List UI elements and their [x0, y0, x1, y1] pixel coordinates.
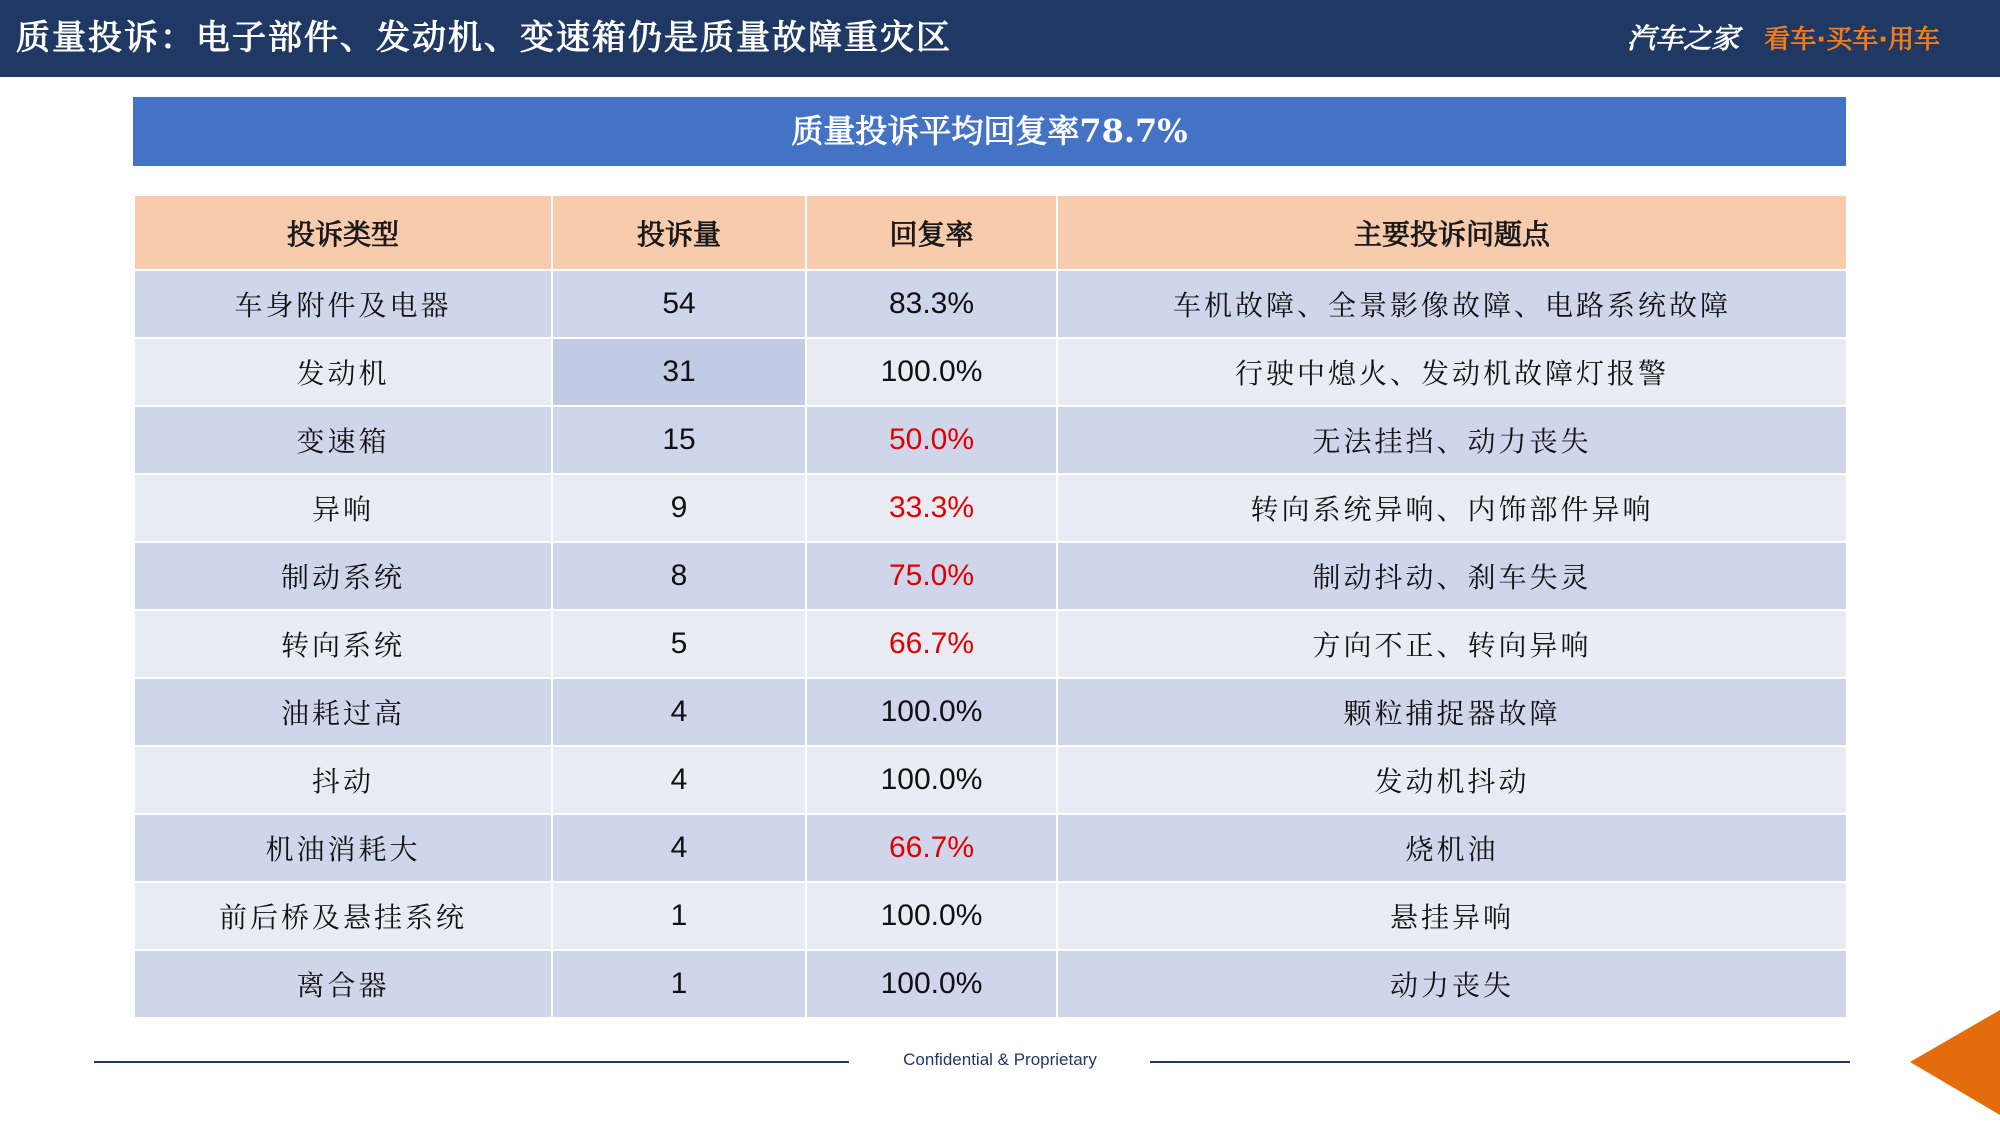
cell-complaint-type: 转向系统: [134, 610, 552, 678]
complaints-table-container: [133, 194, 1846, 1019]
brand-name: 汽车之家: [1627, 22, 1740, 55]
cell-reply-rate: 66.7%: [806, 814, 1057, 882]
cell-reply-rate: 50.0%: [806, 406, 1057, 474]
page-title: 质量投诉：电子部件、发动机、变速箱仍是质量故障重灾区: [16, 18, 952, 58]
cell-reply-rate: 83.3%: [806, 270, 1057, 338]
header-bar: [0, 0, 2000, 77]
table-row: [134, 746, 1847, 814]
cell-complaint-type: 油耗过高: [134, 678, 552, 746]
cell-complaint-type: 机油消耗大: [134, 814, 552, 882]
cell-complaint-count: 54: [552, 270, 806, 338]
cell-complaint-type: 异响: [134, 474, 552, 542]
table-row: [134, 610, 1847, 678]
table-row: [134, 338, 1847, 406]
cell-reply-rate: 100.0%: [806, 950, 1057, 1018]
cell-main-issues: 动力丧失: [1057, 950, 1847, 1018]
cell-complaint-count: 5: [552, 610, 806, 678]
cell-main-issues: 行驶中熄火、发动机故障灯报警: [1057, 338, 1847, 406]
brand-slogan: 看车·买车·用车: [1764, 25, 1940, 55]
cell-complaint-type: 离合器: [134, 950, 552, 1018]
cell-complaint-count: 15: [552, 406, 806, 474]
cell-main-issues: 无法挂挡、动力丧失: [1057, 406, 1847, 474]
table-row: [134, 542, 1847, 610]
cell-complaint-count: 8: [552, 542, 806, 610]
cell-main-issues: 方向不正、转向异响: [1057, 610, 1847, 678]
cell-complaint-type: 车身附件及电器: [134, 270, 552, 338]
cell-main-issues: 转向系统异响、内饰部件异响: [1057, 474, 1847, 542]
cell-reply-rate: 75.0%: [806, 542, 1057, 610]
table-row: [134, 406, 1847, 474]
brand-logo: [1627, 0, 1940, 77]
cell-complaint-type: 发动机: [134, 338, 552, 406]
cell-complaint-count: 4: [552, 814, 806, 882]
corner-triangle-decoration: [1910, 1010, 2000, 1115]
cell-complaint-count: 1: [552, 950, 806, 1018]
cell-complaint-count: 4: [552, 678, 806, 746]
cell-reply-rate: 100.0%: [806, 678, 1057, 746]
table-row: [134, 950, 1847, 1018]
table-row: [134, 882, 1847, 950]
cell-complaint-count: 31: [552, 338, 806, 406]
cell-complaint-type: 变速箱: [134, 406, 552, 474]
table-row: [134, 474, 1847, 542]
cell-reply-rate: 100.0%: [806, 882, 1057, 950]
table-row: [134, 814, 1847, 882]
cell-complaint-count: 4: [552, 746, 806, 814]
header-main-issues: 主要投诉问题点: [1057, 195, 1847, 270]
footer-confidential: Confidential & Proprietary: [903, 1050, 1097, 1069]
header-complaint-type: 投诉类型: [134, 195, 552, 270]
complaints-table: [133, 194, 1848, 1019]
cell-main-issues: 车机故障、全景影像故障、电路系统故障: [1057, 270, 1847, 338]
cell-main-issues: 颗粒捕捉器故障: [1057, 678, 1847, 746]
header-reply-rate: 回复率: [806, 195, 1057, 270]
cell-complaint-type: 前后桥及悬挂系统: [134, 882, 552, 950]
cell-reply-rate: 100.0%: [806, 338, 1057, 406]
cell-reply-rate: 33.3%: [806, 474, 1057, 542]
cell-main-issues: 烧机油: [1057, 814, 1847, 882]
cell-complaint-type: 抖动: [134, 746, 552, 814]
cell-reply-rate: 100.0%: [806, 746, 1057, 814]
cell-reply-rate: 66.7%: [806, 610, 1057, 678]
cell-main-issues: 发动机抖动: [1057, 746, 1847, 814]
header-complaint-count: 投诉量: [552, 195, 806, 270]
table-body: [134, 270, 1847, 1018]
cell-complaint-count: 1: [552, 882, 806, 950]
footer-divider-right: [1150, 1061, 1850, 1063]
summary-banner: 质量投诉平均回复率78.7%: [133, 97, 1846, 166]
table-header-row: [134, 195, 1847, 270]
cell-complaint-count: 9: [552, 474, 806, 542]
table-row: [134, 270, 1847, 338]
footer-divider-left: [94, 1061, 849, 1063]
cell-main-issues: 制动抖动、刹车失灵: [1057, 542, 1847, 610]
cell-main-issues: 悬挂异响: [1057, 882, 1847, 950]
cell-complaint-type: 制动系统: [134, 542, 552, 610]
table-row: [134, 678, 1847, 746]
